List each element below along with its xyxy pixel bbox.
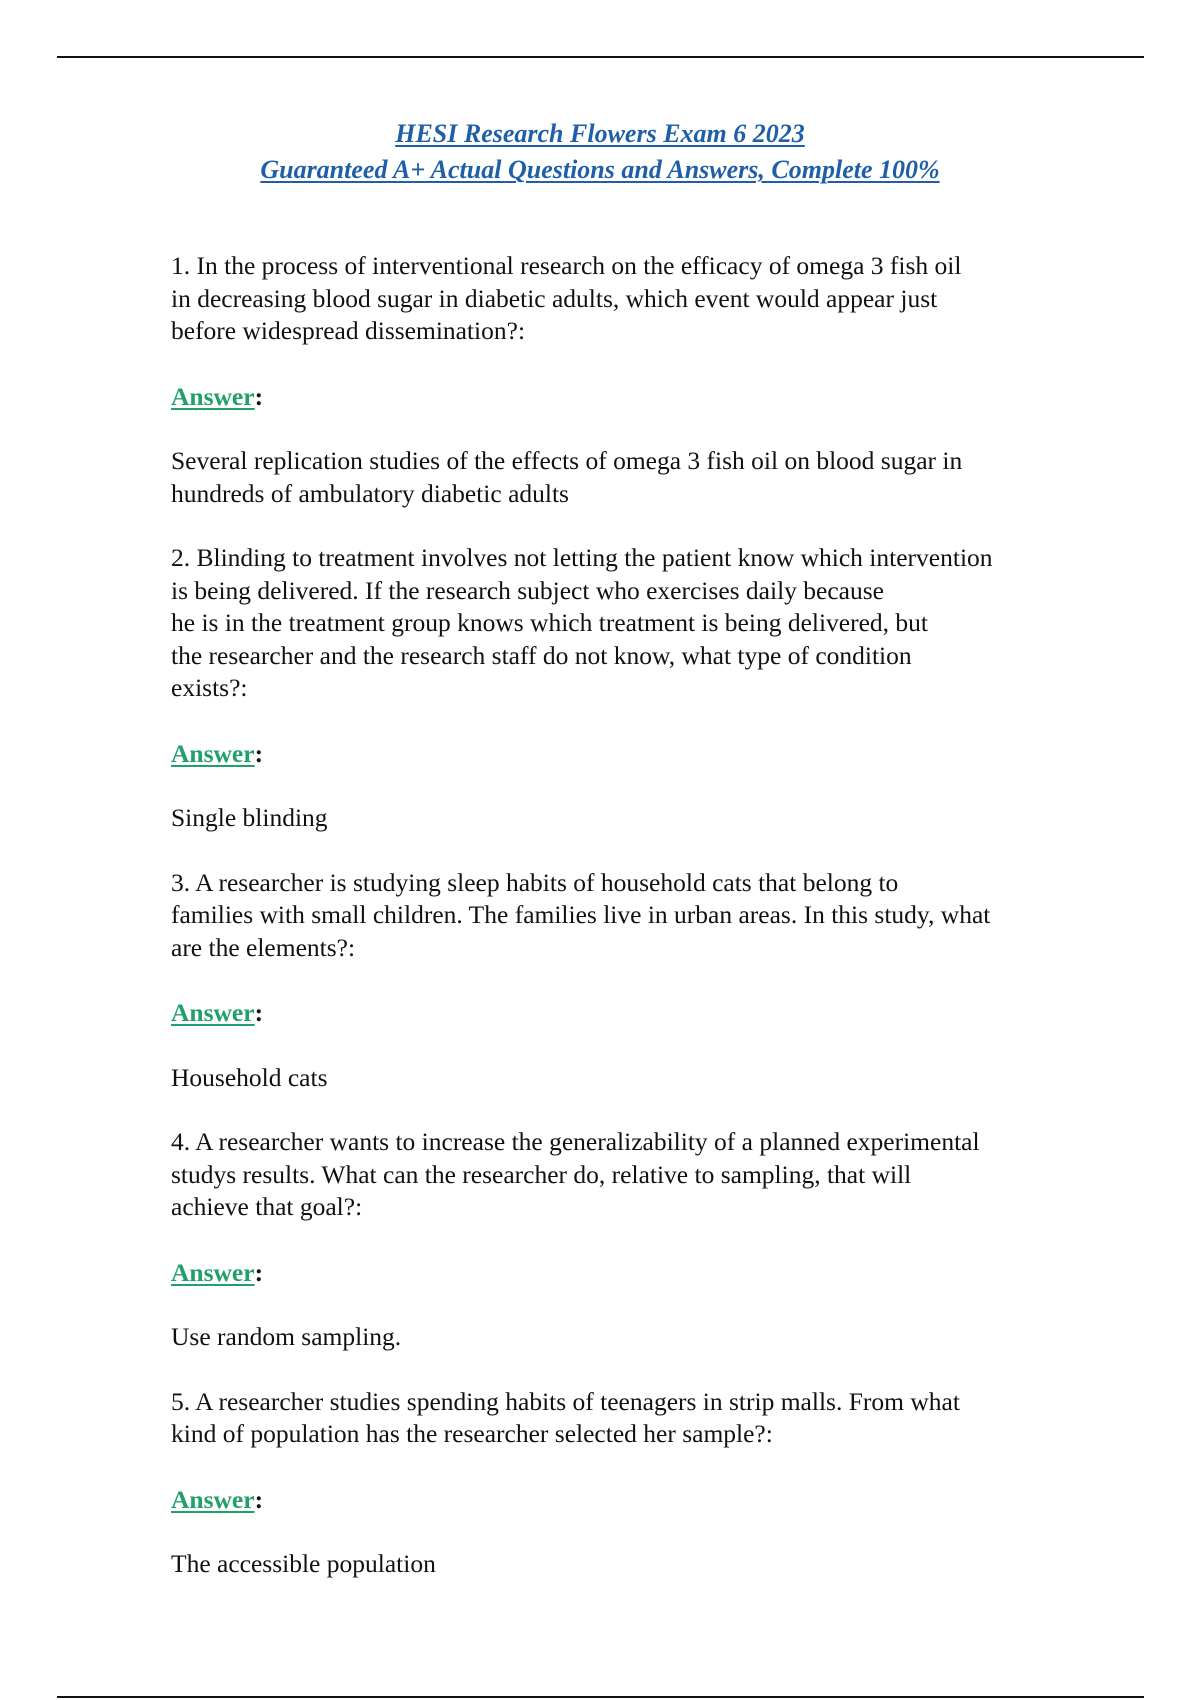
answer-word: Answer <box>171 998 255 1027</box>
answer-word: Answer <box>171 381 255 411</box>
question-line: kind of population has the researcher selected her sample?: <box>171 1419 773 1448</box>
question-1 <box>171 250 1091 348</box>
question-line: 5. A researcher studies spending habits of teenagers in strip malls. From what <box>171 1386 960 1416</box>
answer-label <box>171 1484 1091 1517</box>
answer-3 <box>171 1062 1091 1095</box>
bottom-rule <box>57 1696 1144 1698</box>
answer-4 <box>171 1321 1091 1354</box>
answer-word: Answer <box>171 1257 255 1287</box>
answer-colon: : <box>254 381 264 411</box>
answer-line: The accessible population <box>171 1549 436 1578</box>
question-line: is being delivered. If the research subject who exercises daily because <box>171 575 884 605</box>
answer-line: Single blinding <box>171 803 328 832</box>
qa-item-2 <box>171 542 1091 835</box>
answer-label <box>171 997 1091 1030</box>
question-line: the researcher and the research staff do not know, what type of condition <box>171 640 912 670</box>
title-line-2: Guaranteed A+ Actual Questions and Answers, Complete 100% <box>260 155 940 184</box>
question-line: 2. Blinding to treatment involves not letting the patient know which intervention <box>171 543 993 572</box>
question-3 <box>171 867 1091 965</box>
question-5 <box>171 1386 1091 1451</box>
answer-colon: : <box>254 1257 264 1287</box>
answer-colon: : <box>254 998 264 1027</box>
qa-item-1 <box>171 250 1091 510</box>
answer-line: Several replication studies of the effects of omega 3 fish oil on blood sugar in <box>171 446 963 475</box>
answer-1 <box>171 445 1091 510</box>
question-line: are the elements?: <box>171 932 356 962</box>
question-line: 3. A researcher is studying sleep habits of household cats that belong to <box>171 867 899 897</box>
question-2 <box>171 542 1091 705</box>
question-line: achieve that goal?: <box>171 1192 363 1221</box>
question-4 <box>171 1126 1091 1224</box>
answer-colon: : <box>254 1484 264 1514</box>
question-line: families with small children. The families live in urban areas. In this study, what <box>171 900 991 929</box>
qa-item-5 <box>171 1386 1091 1581</box>
qa-item-3 <box>171 867 1091 1095</box>
answer-5 <box>171 1548 1091 1581</box>
answer-2 <box>171 802 1091 835</box>
title-line-1: HESI Research Flowers Exam 6 2023 <box>395 119 805 148</box>
answer-line: Household cats <box>171 1062 328 1092</box>
question-line: in decreasing blood sugar in diabetic adults, which event would appear just <box>171 283 938 313</box>
answer-word: Answer <box>171 1484 255 1514</box>
answer-label <box>171 381 1091 414</box>
answer-colon: : <box>254 738 264 768</box>
answer-line: hundreds of ambulatory diabetic adults <box>171 478 569 508</box>
answer-line: Use random sampling. <box>171 1322 402 1351</box>
question-line: 1. In the process of interventional research on the efficacy of omega 3 fish oil <box>171 251 962 280</box>
answer-label <box>171 1257 1091 1290</box>
document-title <box>0 116 1200 188</box>
qa-list <box>171 250 1091 1613</box>
question-line: 4. A researcher wants to increase the generalizability of a planned experimental <box>171 1127 980 1156</box>
question-line: studys results. What can the researcher do, relative to sampling, that will <box>171 1159 912 1189</box>
qa-item-4 <box>171 1126 1091 1354</box>
answer-label <box>171 738 1091 771</box>
question-line: exists?: <box>171 673 248 702</box>
question-line: he is in the treatment group knows which treatment is being delivered, but <box>171 608 929 637</box>
answer-word: Answer <box>171 738 255 768</box>
question-line: before widespread dissemination?: <box>171 316 526 345</box>
top-rule <box>57 56 1144 58</box>
